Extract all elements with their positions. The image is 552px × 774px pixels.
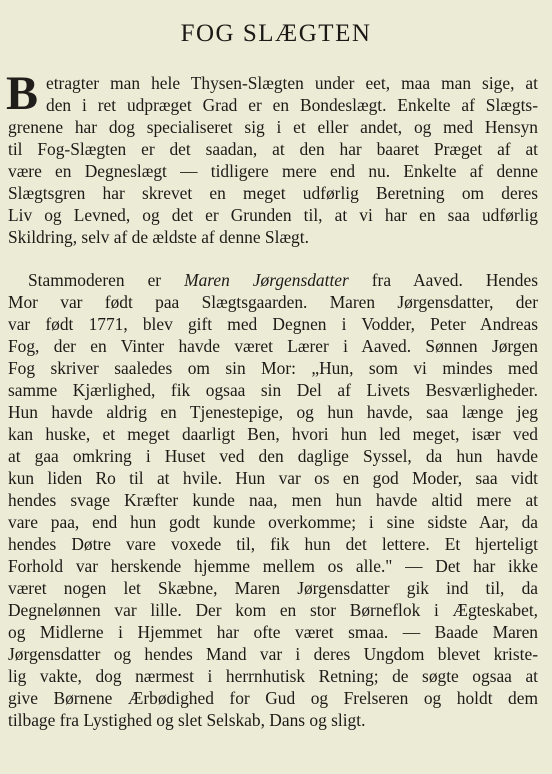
text-span: Stammoderen er: [28, 270, 185, 290]
italic-name: Maren Jørgensdatter: [184, 270, 349, 290]
text-line: kan huske, et meget daarligt Ben, hvori hun led meget, især ved: [8, 424, 538, 444]
page-title: FOG SLÆGTEN: [180, 20, 372, 47]
text-line: Fog skriver saaledes om sin Mor: „Hun, som vi mindes med: [8, 358, 538, 378]
text-line: vare paa, end hun godt kunde overkomme; i sine sidste Aar, da: [8, 512, 538, 532]
text-line: tilbage fra Lystighed og slet Selskab, Dans og sligt.: [8, 710, 366, 730]
text-line: Hun havde aldrig en Tjenestepige, og hun havde, saa længe jeg: [8, 402, 538, 422]
text-line: Forhold var herskende hjemme mellem os alle." — Det har ikke: [8, 556, 538, 576]
text-line: Degnelønnen var lille. Der kom en stor Børneflok i Ægteskabet,: [8, 600, 538, 620]
text-line: [28, 269, 538, 291]
text-line: været nogen let Skæbne, Maren Jørgensdatter gik ind til, da: [8, 578, 538, 598]
text-line: Fog, der en Vinter havde været Lærer i Aaved. Sønnen Jørgen: [8, 336, 538, 356]
text-line: Mor var født paa Slægtsgaarden. Maren Jørgensdatter, der: [8, 292, 538, 312]
text-line: at gaa omkring i Huset ved den daglige Syssel, da hun havde: [8, 446, 538, 466]
text-line: være en Degneslægt — tidligere mere end nu. Enkelte af denne: [8, 161, 538, 181]
text-line: samme Kjærlighed, fik ogsaa sin Del af Livets Besværligheder.: [8, 380, 538, 400]
text-line: til Fog-Slægten er det saadan, at den har baaret Præget af at: [8, 139, 538, 159]
text-line: kun liden Ro til at hvile. Hun var os en god Moder, saa vidt: [8, 468, 538, 488]
drop-cap: B: [6, 67, 39, 120]
text-line: lig vakte, dog nærmest i herrnhutisk Retning; de søgte ogsaa at: [8, 666, 538, 686]
text-line: og Midlerne i Hjemmet har ofte været smaa. — Baade Maren: [8, 622, 538, 642]
text-line: hendes Døtre vare voxede til, fik hun det lettere. Et hjerteligt: [8, 534, 538, 554]
text-line: grenene har dog specialiseret sig i et eller andet, og med Hensyn: [8, 117, 538, 137]
text-line: den i ret udpræget Grad er en Bondeslægt. Enkelte af Slægts-: [46, 95, 538, 115]
text-line: Liv og Levned, og det er Grunden til, at vi har en saa udførlig: [8, 205, 538, 225]
text-line: Jørgensdatter og hendes Mand var i deres Ungdom blevet kriste-: [8, 644, 538, 664]
text-line: var født 1771, blev gift med Degnen i Vodder, Peter Andreas: [8, 314, 538, 334]
text-span: fra Aaved. Hendes: [348, 270, 538, 290]
text-line: Slægtsgren har skrevet en meget udførlig Beretning om deres: [8, 183, 538, 203]
text-line: give Børnene Ærbødighed for Gud og Frelseren og holdt dem: [8, 688, 538, 708]
text-line: Skildring, selv af de ældste af denne Slægt.: [8, 227, 309, 247]
text-line: etragter man hele Thysen-Slægten under eet, maa man sige, at: [46, 73, 538, 93]
text-line: hendes svage Kræfter kunde naa, men hun havde altid mere at: [8, 490, 538, 510]
